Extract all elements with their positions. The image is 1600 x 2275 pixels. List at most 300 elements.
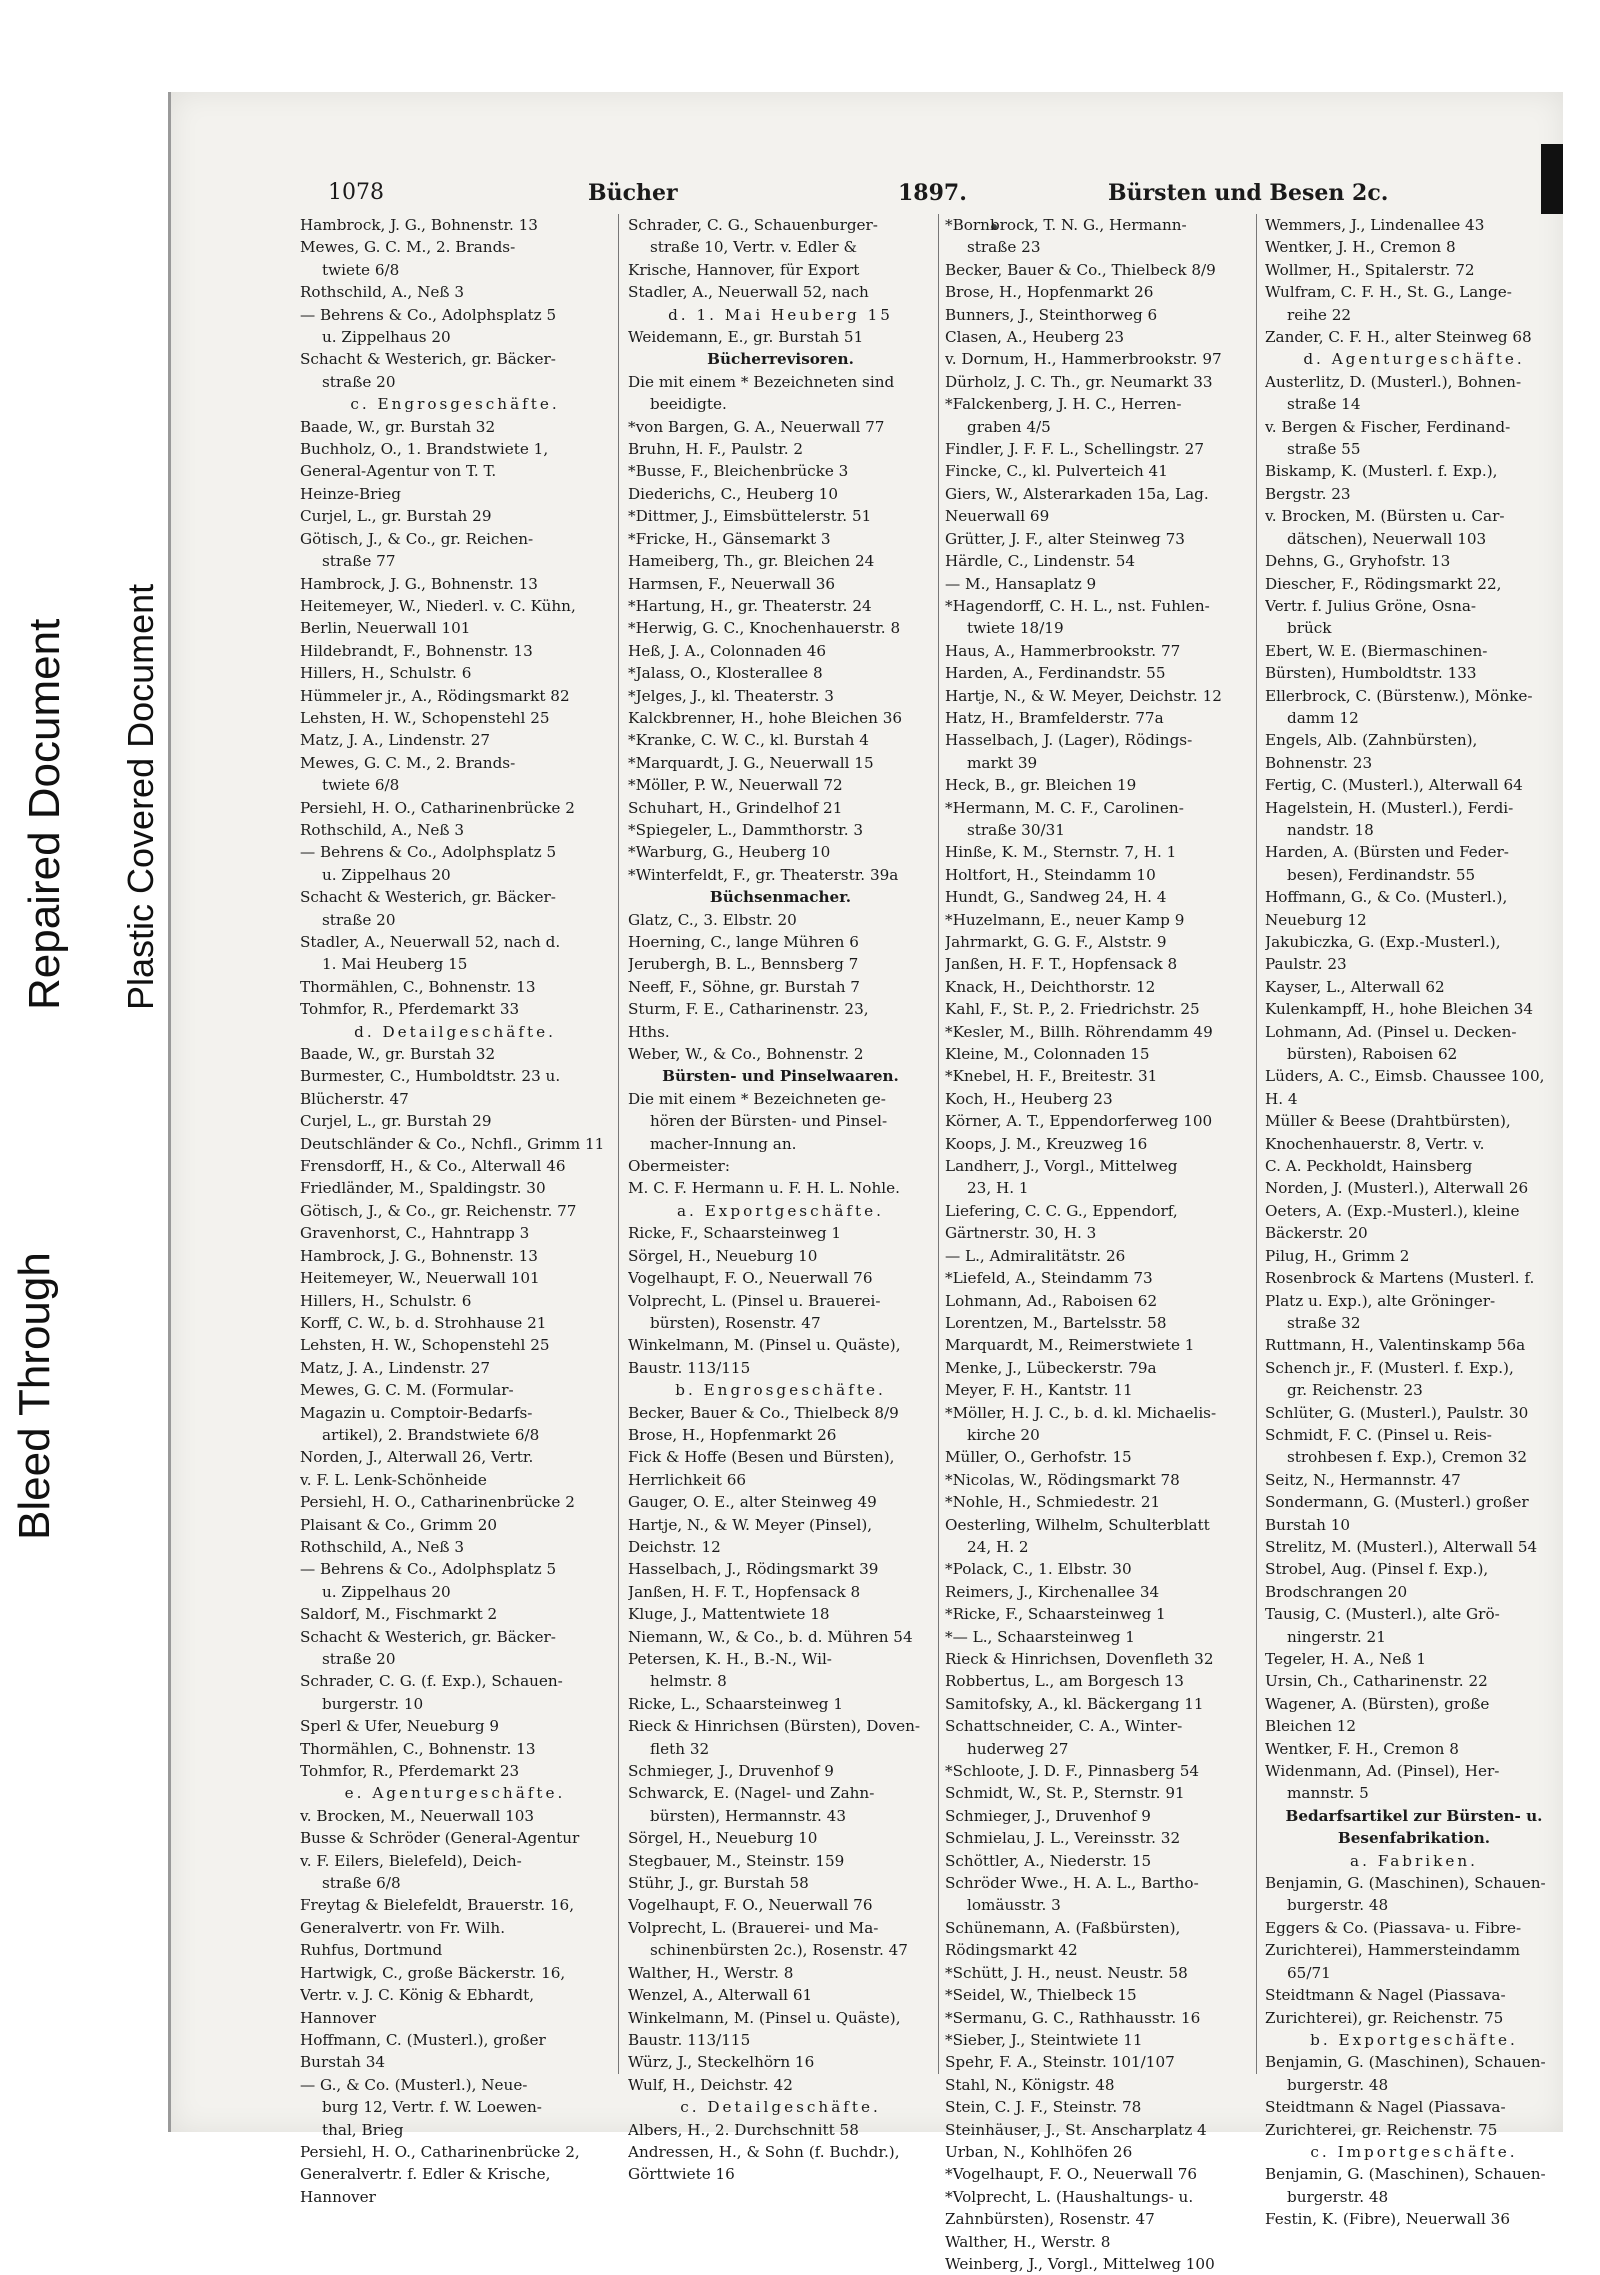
directory-line: Müller & Beese (Drahtbürsten), xyxy=(1265,1112,1511,1131)
directory-line: Mewes, G. C. M., 2. Brands- xyxy=(300,238,516,257)
directory-line: burgerstr. 10 xyxy=(322,1694,424,1713)
directory-line: Stein, C. J. F., Steinstr. 78 xyxy=(945,2098,1142,2117)
directory-line: Curjel, L., gr. Burstah 29 xyxy=(300,1112,492,1131)
directory-line: twiete 6/8 xyxy=(322,260,400,279)
directory-line: Burstah 10 xyxy=(1265,1515,1351,1534)
directory-line: huderweg 27 xyxy=(967,1739,1069,1758)
directory-line: Schröder Wwe., H. A. L., Bartho- xyxy=(945,1874,1199,1893)
directory-line: u. Zippelhaus 20 xyxy=(322,865,451,884)
directory-line: Bohnenstr. 23 xyxy=(1265,753,1373,772)
directory-line: *Ricke, F., Schaarsteinweg 1 xyxy=(945,1605,1166,1624)
directory-line: Giers, W., Alsterarkaden 15a, Lag. xyxy=(945,484,1209,503)
directory-line: Janßen, H. F. T., Hopfensack 8 xyxy=(945,955,1178,974)
directory-line: M. C. F. Hermann u. F. H. L. Nohle. xyxy=(628,1179,900,1198)
directory-line: Burstah 34 xyxy=(300,2053,386,2072)
directory-line: Engels, Alb. (Zahnbürsten), xyxy=(1265,731,1478,750)
directory-line: Rothschild, A., Neß 3 xyxy=(300,1537,464,1556)
directory-line: Bedarfsartikel zur Bürsten- u. xyxy=(1285,1806,1543,1825)
directory-line: Burmester, C., Humboldtstr. 23 u. xyxy=(300,1067,561,1086)
directory-line: Rothschild, A., Neß 3 xyxy=(300,820,464,839)
directory-line: Krische, Hannover, für Export xyxy=(628,260,860,279)
directory-line: reihe 22 xyxy=(1287,305,1352,324)
directory-line: Liefering, C. C. G., Eppendorf, xyxy=(945,1201,1178,1220)
directory-line: Schmidt, W., St. P., Sternstr. 91 xyxy=(945,1784,1185,1803)
directory-line: *Kranke, C. W. C., kl. Burstah 4 xyxy=(628,731,869,750)
directory-line: Bücherrevisoren. xyxy=(707,350,854,369)
directory-line: Heinze-Brieg xyxy=(300,484,401,503)
directory-line: Sörgel, H., Neueburg 10 xyxy=(628,1829,818,1848)
directory-line: Götisch, J., & Co., gr. Reichenstr. 77 xyxy=(300,1201,577,1220)
directory-line: General-Agentur von T. T. xyxy=(300,462,497,481)
directory-line: Hundt, G., Sandweg 24, H. 4 xyxy=(945,888,1167,907)
directory-line: *Nicolas, W., Rödingsmarkt 78 xyxy=(945,1470,1180,1489)
directory-line: Norden, J., Alterwall 26, Vertr. xyxy=(300,1448,534,1467)
directory-line: Görttwiete 16 xyxy=(628,2165,735,2184)
directory-line: Persiehl, H. O., Catharinenbrücke 2 xyxy=(300,1493,575,1512)
directory-line: *Knebel, H. F., Breitestr. 31 xyxy=(945,1067,1158,1086)
directory-line: Wulf, H., Deichstr. 42 xyxy=(628,2075,793,2094)
directory-line: *Marquardt, J. G., Neuerwall 15 xyxy=(628,753,874,772)
directory-line: Koch, H., Heuberg 23 xyxy=(945,1089,1113,1108)
bleed-through-label: Bleed Through xyxy=(10,1252,59,1540)
directory-line: Schwarck, E. (Nagel- und Zahn- xyxy=(628,1784,875,1803)
directory-line: Brose, H., Hopfenmarkt 26 xyxy=(628,1425,837,1444)
directory-line: Oesterling, Wilhelm, Schulterblatt xyxy=(945,1515,1210,1534)
directory-line: straße 14 xyxy=(1287,395,1361,414)
directory-line: *Falckenberg, J. H. C., Herren- xyxy=(945,395,1182,414)
directory-line: Festin, K. (Fibre), Neuerwall 36 xyxy=(1265,2210,1510,2229)
directory-line: — M., Hansaplatz 9 xyxy=(945,574,1097,593)
directory-line: Bleichen 12 xyxy=(1265,1717,1357,1736)
directory-line: Ruttmann, H., Valentinskamp 56a xyxy=(1265,1336,1526,1355)
column-divider xyxy=(618,214,619,2074)
directory-line: Freytag & Bielefeldt, Brauerstr. 16, xyxy=(300,1896,575,1915)
directory-line: Albers, H., 2. Durchschnitt 58 xyxy=(628,2120,859,2139)
directory-line: Austerlitz, D. (Musterl.), Bohnen- xyxy=(1265,372,1522,391)
directory-line: Ruhfus, Dortmund xyxy=(300,1941,443,1960)
directory-line: Haus, A., Hammerbrookstr. 77 xyxy=(945,641,1181,660)
directory-line: Heitemeyer, W., Neuerwall 101 xyxy=(300,1269,540,1288)
directory-line: Schünemann, A. (Faßbürsten), xyxy=(945,1918,1181,1937)
directory-line: Benjamin, G. (Maschinen), Schauen- xyxy=(1265,1874,1546,1893)
directory-line: graben 4/5 xyxy=(967,417,1051,436)
directory-line: Bruhn, H. F., Paulstr. 2 xyxy=(628,440,804,459)
directory-line: Mewes, G. C. M. (Formular- xyxy=(300,1381,514,1400)
directory-line: u. Zippelhaus 20 xyxy=(322,328,451,347)
directory-line: Winkelmann, M. (Pinsel u. Quäste), xyxy=(628,2008,901,2027)
directory-line: Schmieger, J., Druvenhof 9 xyxy=(945,1806,1151,1825)
side-labels xyxy=(0,240,170,1540)
directory-line: Sturm, F. E., Catharinenstr. 23, xyxy=(628,1000,869,1019)
directory-line: markt 39 xyxy=(967,753,1038,772)
directory-line: Fick & Hoffe (Besen und Bürsten), xyxy=(628,1448,895,1467)
directory-line: v. Bergen & Fischer, Ferdinand- xyxy=(1265,417,1511,436)
directory-line: Tohmfor, R., Pferdemarkt 23 xyxy=(300,1762,520,1781)
directory-line: fleth 32 xyxy=(650,1739,710,1758)
directory-line: Stadler, A., Neuerwall 52, nach xyxy=(628,283,869,302)
directory-line: Rieck & Hinrichsen, Dovenfleth 32 xyxy=(945,1650,1214,1668)
directory-line: Bürsten), Humboldtstr. 133 xyxy=(1265,664,1477,683)
directory-line: *Hagendorff, C. H. L., nst. Fuhlen- xyxy=(945,596,1210,615)
directory-line: artikel), 2. Brandstwiete 6/8 xyxy=(322,1425,540,1444)
directory-line: *Herwig, G. C., Knochenhauerstr. 8 xyxy=(628,619,901,638)
directory-line: Deutschländer & Co., Nchfl., Grimm 11 xyxy=(300,1134,605,1153)
directory-line: Thormählen, C., Bohnenstr. 13 xyxy=(300,977,536,996)
directory-line: strohbesen f. Exp.), Cremon 32 xyxy=(1287,1448,1528,1467)
directory-line: Frensdorff, H., & Co., Alterwall 46 xyxy=(300,1157,566,1176)
directory-line: b. Engrosgeschäfte. xyxy=(675,1381,886,1400)
directory-line: Baade, W., gr. Burstah 32 xyxy=(300,417,496,436)
directory-line: Rieck & Hinrichsen (Bürsten), Doven- xyxy=(628,1717,921,1736)
directory-line: bürsten), Raboisen 62 xyxy=(1287,1045,1458,1064)
directory-line: Lehsten, H. W., Schopenstehl 25 xyxy=(300,1336,550,1355)
directory-line: Generalvertr. f. Edler & Krische, xyxy=(300,2165,551,2184)
directory-line: thal, Brieg xyxy=(322,2120,404,2139)
directory-line: Baustr. 113/115 xyxy=(628,2030,751,2049)
directory-line: Tausig, C. (Musterl.), alte Grö- xyxy=(1265,1605,1500,1624)
directory-line: Harden, A., Ferdinandstr. 55 xyxy=(945,664,1166,683)
directory-line: Jerubergh, B. L., Bennsberg 7 xyxy=(628,955,859,974)
directory-line: mannstr. 5 xyxy=(1287,1784,1369,1803)
directory-line: Generalvertr. von Fr. Wilh. xyxy=(300,1918,506,1937)
directory-line: Walther, H., Werstr. 8 xyxy=(945,2232,1111,2251)
directory-line: twiete 6/8 xyxy=(322,776,400,795)
directory-line: burgerstr. 48 xyxy=(1287,2075,1389,2094)
directory-line: *Möller, H. J. C., b. d. kl. Michaelis- xyxy=(945,1403,1217,1422)
directory-line: Weber, W., & Co., Bohnenstr. 2 xyxy=(628,1045,864,1064)
directory-line: Lüders, A. C., Eimsb. Chaussee 100, xyxy=(1265,1067,1545,1086)
directory-line: Schench jr., F. (Musterl. f. Exp.), xyxy=(1265,1358,1514,1377)
directory-line: Knochenhauerstr. 8, Vertr. v. xyxy=(1265,1134,1485,1153)
directory-line: Thormählen, C., Bohnenstr. 13 xyxy=(300,1739,536,1758)
directory-line: Diederichs, C., Heuberg 10 xyxy=(628,484,839,503)
directory-line: Wollmer, H., Spitalerstr. 72 xyxy=(1265,260,1475,279)
directory-line: *Sieber, J., Steintwiete 11 xyxy=(945,2030,1143,2049)
directory-line: — G., & Co. (Musterl.), Neue- xyxy=(300,2075,528,2094)
directory-line: Stühr, J., gr. Burstah 58 xyxy=(628,1874,809,1893)
directory-line: Bergstr. 23 xyxy=(1265,484,1351,503)
directory-line: Wenzel, A., Alterwall 61 xyxy=(628,1986,813,2005)
directory-line: Rothschild, A., Neß 3 xyxy=(300,283,464,302)
directory-line: schinenbürsten 2c.), Rosenstr. 47 xyxy=(650,1941,908,1960)
directory-line: brück xyxy=(1287,619,1332,638)
directory-line: Harmsen, F., Neuerwall 36 xyxy=(628,574,836,593)
directory-line: Wulfram, C. F. H., St. G., Lange- xyxy=(1265,283,1512,302)
directory-line: Diescher, F., Rödingsmarkt 22, xyxy=(1265,574,1502,593)
directory-line: straße 6/8 xyxy=(322,1874,401,1893)
directory-line: *Jalass, O., Klosterallee 8 xyxy=(628,664,823,683)
directory-line: Zurichterei), gr. Reichenstr. 75 xyxy=(1265,2008,1504,2027)
directory-column-2 xyxy=(628,214,933,2186)
directory-line: c. Importgeschäfte. xyxy=(1310,2142,1518,2161)
directory-line: Kayser, L., Alterwall 62 xyxy=(1265,977,1445,996)
directory-line: *Hermann, M. C. F., Carolinen- xyxy=(945,798,1184,817)
directory-line: nandstr. 18 xyxy=(1287,820,1374,839)
directory-line: Schuhart, H., Grindelhof 21 xyxy=(628,798,843,817)
directory-line: *Möller, P. W., Neuerwall 72 xyxy=(628,776,843,795)
directory-line: Stegbauer, M., Steinstr. 159 xyxy=(628,1851,845,1870)
directory-line: Glatz, C., 3. Elbstr. 20 xyxy=(628,910,797,929)
directory-line: Harden, A. (Bürsten und Feder- xyxy=(1265,843,1509,862)
directory-column-4 xyxy=(1265,214,1563,2231)
directory-line: Steidtmann & Nagel (Piassava- xyxy=(1265,2098,1506,2117)
directory-line: Hinße, K. M., Sternstr. 7, H. 1 xyxy=(945,843,1177,862)
directory-line: macher-Innung an. xyxy=(650,1134,797,1153)
directory-line: *Seidel, W., Thielbeck 15 xyxy=(945,1986,1137,2005)
directory-line: Heß, J. A., Colonnaden 46 xyxy=(628,641,827,660)
directory-line: *Volprecht, L. (Haushaltungs- u. xyxy=(945,2187,1194,2206)
directory-line: Hoffmann, C. (Musterl.), großer xyxy=(300,2030,546,2049)
directory-line: *von Bargen, G. A., Neuerwall 77 xyxy=(628,417,885,436)
directory-line: Hannover xyxy=(300,2187,376,2206)
directory-line: Zahnbürsten), Rosenstr. 47 xyxy=(945,2210,1155,2229)
directory-line: Schacht & Westerich, gr. Bäcker- xyxy=(300,350,556,369)
directory-line: *Warburg, G., Heuberg 10 xyxy=(628,843,831,862)
directory-line: Baustr. 113/115 xyxy=(628,1358,751,1377)
directory-line: Becker, Bauer & Co., Thielbeck 8/9 xyxy=(945,260,1216,279)
directory-line: Findler, J. F. F. L., Schellingstr. 27 xyxy=(945,440,1204,459)
directory-line: *Schütt, J. H., neust. Neustr. 58 xyxy=(945,1963,1188,1982)
directory-line: hören der Bürsten- und Pinsel- xyxy=(650,1112,888,1131)
directory-line: Schrader, C. G. (f. Exp.), Schauen- xyxy=(300,1672,563,1691)
directory-line: Schmielau, J. L., Vereinsstr. 32 xyxy=(945,1829,1181,1848)
directory-line: Hths. xyxy=(628,1022,670,1041)
directory-line: Wentker, J. H., Cremon 8 xyxy=(1265,238,1456,257)
directory-line: Persiehl, H. O., Catharinenbrücke 2 xyxy=(300,798,575,817)
directory-line: — L., Admiralitätstr. 26 xyxy=(945,1246,1126,1265)
directory-line: Heck, B., gr. Bleichen 19 xyxy=(945,776,1137,795)
directory-line: Buchholz, O., 1. Brandstwiete 1, xyxy=(300,440,549,459)
directory-line: 65/71 xyxy=(1287,1963,1331,1982)
directory-line: bürsten), Rosenstr. 47 xyxy=(650,1313,821,1332)
directory-line: Götisch, J., & Co., gr. Reichen- xyxy=(300,529,534,548)
directory-line: Kulenkampff, H., hohe Bleichen 34 xyxy=(1265,1000,1534,1019)
directory-line: *Dittmer, J., Eimsbüttelerstr. 51 xyxy=(628,507,872,526)
directory-line: Stahl, N., Königstr. 48 xyxy=(945,2075,1115,2094)
directory-line: Hasselbach, J., Rödingsmarkt 39 xyxy=(628,1560,879,1579)
directory-line: Jakubiczka, G. (Exp.-Musterl.), xyxy=(1265,933,1501,951)
directory-line: straße 77 xyxy=(322,552,396,571)
directory-line: v. F. L. Lenk-Schönheide xyxy=(300,1470,487,1489)
directory-line: Würz, J., Steckelhörn 16 xyxy=(628,2053,815,2072)
directory-line: Robbertus, L., am Borgesch 13 xyxy=(945,1672,1184,1691)
directory-line: straße 32 xyxy=(1287,1313,1361,1332)
directory-line: — Behrens & Co., Adolphsplatz 5 xyxy=(300,305,557,324)
directory-line: Urban, N., Kohlhöfen 26 xyxy=(945,2142,1133,2161)
directory-line: Hambrock, J. G., Bohnenstr. 13 xyxy=(300,216,538,234)
directory-line: *Sermanu, G. C., Rathhausstr. 16 xyxy=(945,2008,1201,2027)
directory-line: *Busse, F., Bleichenbrücke 3 xyxy=(628,462,849,481)
directory-line: Stadler, A., Neuerwall 52, nach d. xyxy=(300,933,561,951)
directory-line: Schöttler, A., Niederstr. 15 xyxy=(945,1851,1152,1870)
directory-line: Bürsten- und Pinselwaaren. xyxy=(662,1067,899,1086)
directory-line: Clasen, A., Heuberg 23 xyxy=(945,328,1125,347)
directory-line: e. Agenturgeschäfte. xyxy=(344,1784,566,1803)
directory-line: Schlüter, G. (Musterl.), Paulstr. 30 xyxy=(1265,1403,1529,1422)
directory-line: Hoffmann, G., & Co. (Musterl.), xyxy=(1265,888,1508,907)
directory-line: *Schloote, J. D. F., Pinnasberg 54 xyxy=(945,1762,1200,1781)
directory-line: *Hartung, H., gr. Theaterstr. 24 xyxy=(628,596,872,615)
directory-line: Gravenhorst, C., Hahntrapp 3 xyxy=(300,1224,530,1243)
directory-line: Oeters, A. (Exp.-Musterl.), kleine xyxy=(1265,1201,1520,1220)
directory-line: Benjamin, G. (Maschinen), Schauen- xyxy=(1265,2165,1546,2184)
directory-line: Schacht & Westerich, gr. Bäcker- xyxy=(300,888,556,907)
directory-line: Härdle, C., Lindenstr. 54 xyxy=(945,552,1136,571)
directory-line: Herrlichkeit 66 xyxy=(628,1470,747,1489)
directory-line: d. Detailgeschäfte. xyxy=(354,1022,556,1041)
directory-line: Walther, H., Werstr. 8 xyxy=(628,1963,794,1982)
directory-line: Heitemeyer, W., Niederl. v. C. Kühn, xyxy=(300,596,576,615)
directory-line: Hillers, H., Schulstr. 6 xyxy=(300,1291,472,1310)
directory-line: Lorentzen, M., Bartelsstr. 58 xyxy=(945,1313,1167,1332)
directory-line: Vogelhaupt, F. O., Neuerwall 76 xyxy=(628,1896,873,1915)
directory-line: Samitofsky, A., kl. Bäckergang 11 xyxy=(945,1694,1204,1713)
directory-line: Janßen, H. F. T., Hopfensack 8 xyxy=(628,1582,861,1601)
directory-line: *— L., Schaarsteinweg 1 xyxy=(945,1627,1135,1646)
directory-line: Plaisant & Co., Grimm 20 xyxy=(300,1515,498,1534)
directory-line: Vertr. f. Julius Gröne, Osna- xyxy=(1265,596,1477,615)
directory-line: *Jelges, J., kl. Theaterstr. 3 xyxy=(628,686,834,705)
directory-line: Zander, C. F. H., alter Steinweg 68 xyxy=(1265,328,1532,347)
directory-line: Steinhäuser, J., St. Anscharplatz 4 xyxy=(945,2120,1207,2139)
directory-line: Saldorf, M., Fischmarkt 2 xyxy=(300,1605,498,1624)
directory-line: Kluge, J., Mattentwiete 18 xyxy=(628,1605,830,1624)
repaired-document-label: Repaired Document xyxy=(20,618,69,1010)
directory-line: v. Brocken, M., Neuerwall 103 xyxy=(300,1806,535,1825)
directory-line: besen), Ferdinandstr. 55 xyxy=(1287,865,1476,884)
directory-line: Platz u. Exp.), alte Gröninger- xyxy=(1265,1291,1496,1310)
directory-line: Dehns, G., Gryhofstr. 13 xyxy=(1265,552,1451,571)
directory-line: burgerstr. 48 xyxy=(1287,1896,1389,1915)
directory-line: Koops, J. M., Kreuzweg 16 xyxy=(945,1134,1148,1153)
directory-line: *Kesler, M., Billh. Röhrendamm 49 xyxy=(945,1022,1213,1041)
directory-line: Ursin, Ch., Catharinenstr. 22 xyxy=(1265,1672,1488,1691)
directory-line: bürsten), Hermannstr. 43 xyxy=(650,1806,846,1825)
directory-line: Sörgel, H., Neueburg 10 xyxy=(628,1246,818,1265)
directory-line: Mewes, G. C. M., 2. Brands- xyxy=(300,753,516,772)
directory-line: c. Engrosgeschäfte. xyxy=(350,395,560,414)
page-number: 1078 xyxy=(328,180,384,205)
directory-line: Hümmeler jr., A., Rödingsmarkt 82 xyxy=(300,686,570,705)
directory-line: Reimers, J., Kirchenallee 34 xyxy=(945,1582,1160,1601)
directory-line: Weidemann, E., gr. Burstah 51 xyxy=(628,328,864,347)
directory-line: *Spiegeler, L., Dammthorstr. 3 xyxy=(628,820,864,839)
directory-line: *Winterfeldt, F., gr. Theaterstr. 39a xyxy=(628,865,899,884)
directory-line: Magazin u. Comptoir-Bedarfs- xyxy=(300,1403,533,1422)
directory-line: — Behrens & Co., Adolphsplatz 5 xyxy=(300,843,557,862)
directory-line: Vertr. v. J. C. König & Ebhardt, xyxy=(300,1986,535,2005)
directory-line: c. Detailgeschäfte. xyxy=(680,2098,881,2117)
directory-line: Menke, J., Lübeckerstr. 79a xyxy=(945,1358,1157,1377)
directory-line: Sondermann, G. (Musterl.) großer xyxy=(1265,1493,1529,1512)
directory-line: straße 30/31 xyxy=(967,820,1065,839)
directory-line: Hambrock, J. G., Bohnenstr. 13 xyxy=(300,1246,538,1265)
directory-line: C. A. Peckholdt, Hainsberg xyxy=(1265,1157,1473,1176)
directory-line: Fincke, C., kl. Pulverteich 41 xyxy=(945,462,1168,481)
directory-line: straße 20 xyxy=(322,910,396,929)
page-header xyxy=(328,180,1548,210)
directory-line: Lohmann, Ad., Raboisen 62 xyxy=(945,1291,1158,1310)
directory-column-3 xyxy=(945,214,1250,2275)
directory-line: Petersen, K. H., B.-N., Wil- xyxy=(628,1650,832,1668)
directory-line: Gärtnerstr. 30, H. 3 xyxy=(945,1224,1097,1243)
directory-line: Vogelhaupt, F. O., Neuerwall 76 xyxy=(628,1269,873,1288)
directory-line: Berlin, Neuerwall 101 xyxy=(300,619,471,638)
header-year: 1897. xyxy=(898,180,967,206)
directory-line: Schacht & Westerich, gr. Bäcker- xyxy=(300,1627,556,1646)
directory-line: d. Agenturgeschäfte. xyxy=(1303,350,1525,369)
directory-line: ningerstr. 21 xyxy=(1287,1627,1386,1646)
directory-line: Benjamin, G. (Maschinen), Schauen- xyxy=(1265,2053,1546,2072)
directory-line: Hildebrandt, F., Bohnenstr. 13 xyxy=(300,641,533,660)
directory-line: Hannover xyxy=(300,2008,376,2027)
directory-line: Schmidt, F. C. (Pinsel u. Reis- xyxy=(1265,1425,1492,1444)
directory-line: Hartwigk, C., große Bäckerstr. 16, xyxy=(300,1963,566,1982)
directory-line: Besenfabrikation. xyxy=(1337,1829,1491,1848)
header-right-title: Bürsten und Besen 2c. xyxy=(1108,180,1389,206)
directory-line: Körner, A. T., Eppendorferweg 100 xyxy=(945,1112,1213,1131)
directory-line: Steidtmann & Nagel (Piassava- xyxy=(1265,1986,1506,2005)
directory-line: Rödingsmarkt 42 xyxy=(945,1941,1078,1960)
directory-line: Andressen, H., & Sohn (f. Buchdr.), xyxy=(628,2142,900,2161)
directory-line: Busse & Schröder (General-Agentur xyxy=(300,1829,580,1848)
header-left-title: Bücher xyxy=(588,180,678,206)
directory-line: Hillers, H., Schulstr. 6 xyxy=(300,664,472,683)
directory-line: Hartje, N., & W. Meyer, Deichstr. 12 xyxy=(945,686,1222,705)
directory-line: Matz, J. A., Lindenstr. 27 xyxy=(300,731,491,750)
directory-line: burg 12, Vertr. f. W. Loewen- xyxy=(322,2098,542,2117)
directory-line: Niemann, W., & Co., b. d. Mühren 54 xyxy=(628,1627,913,1646)
directory-line: Neeff, F., Söhne, gr. Burstah 7 xyxy=(628,977,860,996)
directory-line: Zurichterei, gr. Reichenstr. 75 xyxy=(1265,2120,1498,2139)
directory-line: 24, H. 2 xyxy=(967,1537,1029,1556)
directory-line: Deichstr. 12 xyxy=(628,1537,721,1556)
directory-line: Neueburg 12 xyxy=(1265,910,1367,929)
directory-line: Grütter, J. F., alter Steinweg 73 xyxy=(945,529,1185,548)
directory-line: Rosenbrock & Martens (Musterl. f. xyxy=(1265,1269,1535,1288)
directory-line: Knack, H., Deichthorstr. 12 xyxy=(945,977,1156,996)
directory-line: Eggers & Co. (Piassava- u. Fibre- xyxy=(1265,1918,1522,1937)
directory-line: b. Exportgeschäfte. xyxy=(1310,2030,1518,2049)
directory-line: Bunners, J., Steinthorweg 6 xyxy=(945,305,1158,324)
directory-line: Müller, O., Gerhofstr. 15 xyxy=(945,1448,1132,1467)
directory-line: helmstr. 8 xyxy=(650,1672,727,1691)
directory-line: H. 4 xyxy=(1265,1089,1298,1108)
directory-line: Curjel, L., gr. Burstah 29 xyxy=(300,507,492,526)
directory-line: Jahrmarkt, G. G. F., Alststr. 9 xyxy=(945,933,1167,951)
column-divider xyxy=(938,214,939,2074)
directory-line: Meyer, F. H., Kantstr. 11 xyxy=(945,1381,1133,1400)
directory-line: straße 10, Vertr. v. Edler & xyxy=(650,238,858,257)
directory-line: a. Exportgeschäfte. xyxy=(677,1201,884,1220)
directory-line: u. Zippelhaus 20 xyxy=(322,1582,451,1601)
directory-line: 23, H. 1 xyxy=(967,1179,1029,1198)
directory-line: Tohmfor, R., Pferdemarkt 33 xyxy=(300,1000,520,1019)
directory-line: straße 55 xyxy=(1287,440,1361,459)
directory-line: lomäusstr. 3 xyxy=(967,1896,1061,1915)
directory-line: v. Brocken, M. (Bürsten u. Car- xyxy=(1265,507,1505,526)
directory-line: burgerstr. 48 xyxy=(1287,2187,1389,2206)
directory-line: Weinberg, J., Vorgl., Mittelweg 100 xyxy=(945,2254,1215,2273)
directory-line: Lehsten, H. W., Schopenstehl 25 xyxy=(300,708,550,727)
directory-line: Tegeler, H. A., Neß 1 xyxy=(1265,1650,1427,1668)
column-divider xyxy=(1256,214,1257,2074)
directory-line: Brodschrangen 20 xyxy=(1265,1582,1408,1601)
directory-line: Hoerning, C., lange Mühren 6 xyxy=(628,933,859,951)
directory-line: Persiehl, H. O., Catharinenbrücke 2, xyxy=(300,2142,580,2161)
directory-line: Volprecht, L. (Pinsel u. Brauerei- xyxy=(628,1291,881,1310)
directory-line: gr. Reichenstr. 23 xyxy=(1287,1381,1423,1400)
